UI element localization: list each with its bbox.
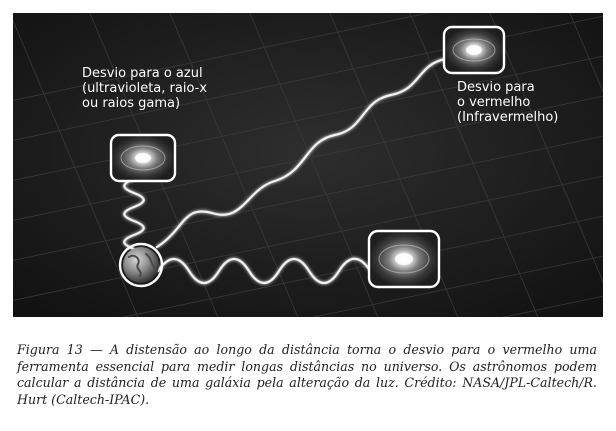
galaxy-icon [369,231,439,287]
figure-caption: Figura 13 — A distensão ao longo da distância torna o desvio para o vermelho uma ferramenta essencial para medir longas distâncias no universo. Os astrônomos podem calcular a distância de uma galáxia pela alteração da luz. Crédito: NASA/JPL-Caltech/R. Hurt (Caltech-IPAC). [17,342,597,407]
galaxy-icon [444,27,504,73]
galaxy-icon [111,135,175,181]
earth-icon [120,244,162,286]
redshift-diagram [13,13,603,317]
redshift-figure [13,13,603,317]
redshift-label: Desvio para o vermelho (Infravermelho) [457,80,559,125]
blueshift-label: Desvio para o azul (ultravioleta, raio-x ou raios gama) [82,66,208,111]
